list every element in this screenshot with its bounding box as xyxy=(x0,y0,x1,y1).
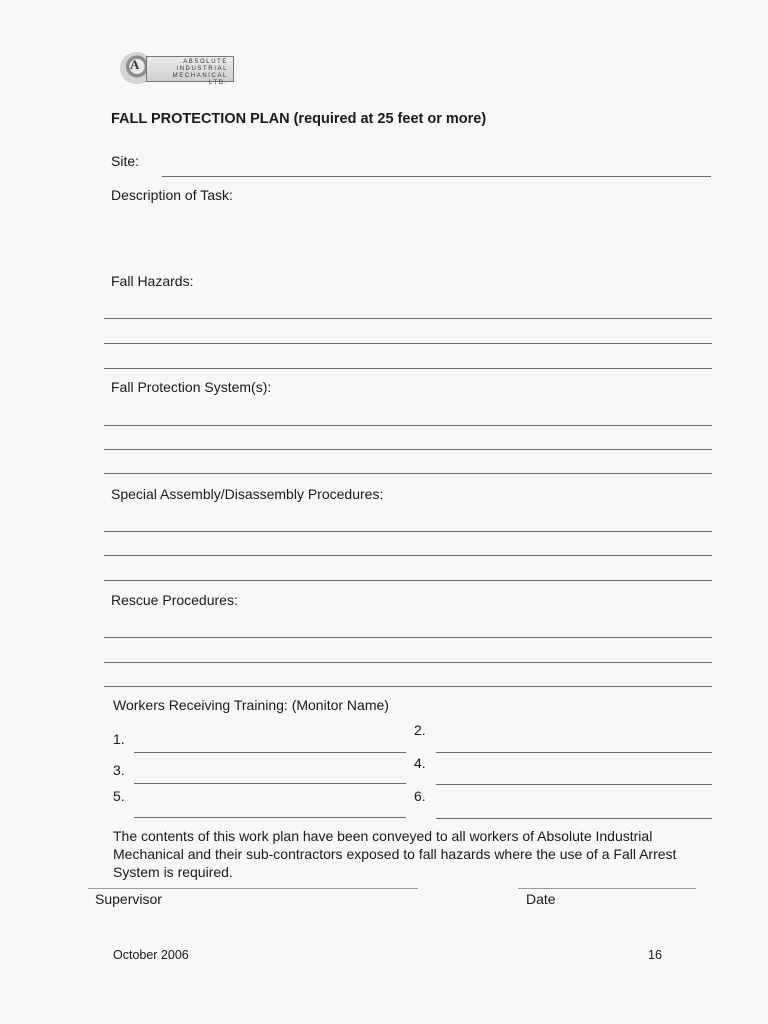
rescue-line-3[interactable] xyxy=(104,686,712,687)
rescue-line-2[interactable] xyxy=(104,662,712,663)
logo-line-3: MECHANICAL LTD. xyxy=(172,73,228,86)
site-label: Site: xyxy=(111,153,140,169)
fall-protection-line-3[interactable] xyxy=(104,473,712,474)
worker-number-6: 6. xyxy=(414,788,426,804)
date-signature-line[interactable] xyxy=(518,888,696,889)
special-procedures-line-2[interactable] xyxy=(104,555,712,556)
logo-line-2: INDUSTRIAL xyxy=(176,66,228,72)
page-number: 16 xyxy=(648,948,662,962)
fall-hazards-label: Fall Hazards: xyxy=(111,273,194,289)
footer-date: October 2006 xyxy=(113,948,189,962)
description-label: Description of Task: xyxy=(111,187,233,203)
fall-hazards-line-3[interactable] xyxy=(104,368,712,369)
worker-field-5[interactable] xyxy=(134,817,406,818)
special-procedures-line-3[interactable] xyxy=(104,580,712,581)
fall-hazards-line-2[interactable] xyxy=(104,343,712,344)
date-label: Date xyxy=(526,891,556,907)
worker-number-1: 1. xyxy=(113,731,125,747)
fall-protection-label: Fall Protection System(s): xyxy=(111,379,272,395)
worker-field-6[interactable] xyxy=(436,818,712,819)
company-logo xyxy=(118,50,236,86)
worker-field-4[interactable] xyxy=(436,784,712,785)
fall-protection-line-1[interactable] xyxy=(104,425,712,426)
worker-field-1[interactable] xyxy=(134,752,406,753)
rescue-label: Rescue Procedures: xyxy=(111,592,238,608)
workers-label: Workers Receiving Training: (Monitor Name) xyxy=(113,697,389,713)
worker-field-3[interactable] xyxy=(134,783,406,784)
worker-number-4: 4. xyxy=(414,755,426,771)
special-procedures-label: Special Assembly/Disassembly Procedures: xyxy=(111,486,384,502)
supervisor-signature-line[interactable] xyxy=(88,888,418,889)
worker-number-3: 3. xyxy=(113,762,125,778)
special-procedures-line-1[interactable] xyxy=(104,531,712,532)
fall-protection-line-2[interactable] xyxy=(104,449,712,450)
fall-hazards-line-1[interactable] xyxy=(104,318,712,319)
logo-letter: A xyxy=(130,57,140,72)
site-field[interactable] xyxy=(162,176,711,177)
statement-paragraph: The contents of this work plan have been conveyed to all workers of Absolute Industrial Mechanical and their sub-contractors exposed to fall hazards where the use of a Fall Arrest System is required. xyxy=(113,828,677,880)
worker-number-5: 5. xyxy=(113,788,125,804)
worker-field-2[interactable] xyxy=(436,752,712,753)
form-title: FALL PROTECTION PLAN (required at 25 feet or more) xyxy=(111,111,487,127)
worker-number-2: 2. xyxy=(414,722,426,738)
rescue-line-1[interactable] xyxy=(104,637,712,638)
supervisor-label: Supervisor xyxy=(95,891,162,907)
logo-line-1: ABSOLUTE xyxy=(183,59,228,65)
